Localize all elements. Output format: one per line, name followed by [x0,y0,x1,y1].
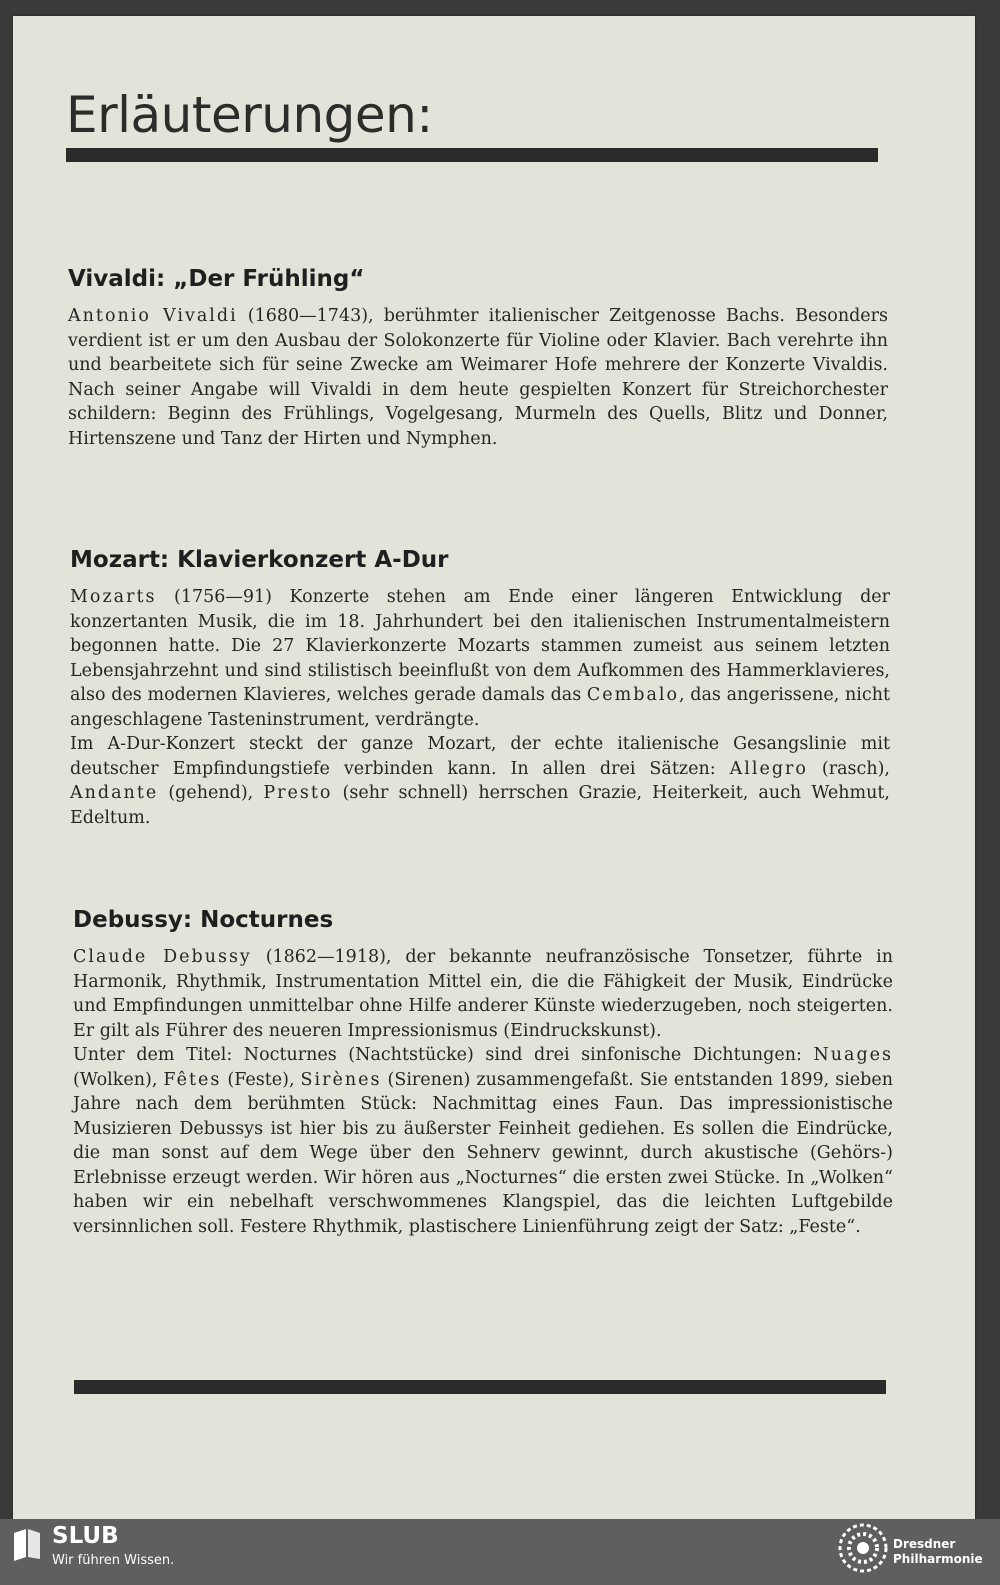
spaced-emphasis-text: Andante [70,783,159,803]
body-text-run: (sehr schnell) herrschen Grazie, Heiterkeit, auch Wehmut, Edeltum. [70,783,890,828]
section-text-mozart-1 [70,585,890,732]
slub-book-icon [12,1527,44,1565]
spaced-emphasis-text: Fêtes [163,1069,222,1090]
section-debussy [73,907,893,1239]
spaced-emphasis-text: Allegro [729,758,808,779]
body-text-run: (1680—1743), berühmter italienischer Zeitgenosse Bachs. Besonders verdient ist er um den Ausbau der Solokonzerte für Violine oder Klavier. Bach verehrte ihn und bearbeitete sich für seine Zwecke am Weimarer Hofe mehrere der Konzerte Vivaldis. Nach seiner Angabe will Vivaldi in dem heute gespielten Konzert für Streichorchester schildern: Beginn des Frühlings, Vogelgesang, Murmeln des Quells, Blitz und Donner, Hirtenszene und Tanz der Hirten und Nymphen. [68,306,888,449]
partner-name-line2[interactable]: Philharmonie [893,1552,983,1566]
viewer-footer-bar [0,1519,1000,1585]
spaced-emphasis-text: Mozarts [70,587,157,607]
body-text-run: (1756—91) Konzerte stehen am Ende einer längeren Entwicklung der konzertanten Musik, die im 18. Jahrhundert bei den italienischen Instrumentalmeistern begonnen hatte. Die 27 Klavierkonzerte Mozarts stammen zumeist aus seinem letzten Lebensjahrzehnt und sind stilistisch beeinflußt von dem Aufkommen des Hammerklavieres, also des modernen Klavieres, welches gerade damals das [70,587,890,705]
section-text-vivaldi-1 [68,304,888,451]
section-text-debussy-2 [73,1043,893,1239]
philharmonie-sunburst-icon [838,1523,888,1577]
slub-logo-text[interactable]: SLUB [52,1523,119,1549]
spaced-emphasis-text: Nuages [813,1045,893,1065]
spaced-emphasis-text: Antonio Vivaldi [68,306,238,326]
section-text-mozart-2 [70,732,890,830]
spaced-emphasis-text: Sirènes [300,1069,382,1090]
body-text-run: (Feste), [221,1069,301,1090]
section-heading-debussy: Debussy: Nocturnes [73,907,334,933]
slub-tagline: Wir führen Wissen. [52,1553,175,1568]
body-text-run: Unter dem Titel: Nocturnes (Nachtstücke) sind drei sinfonische Dichtungen: [73,1045,814,1065]
body-text-run: Im A-Dur-Konzert steckt der ganze Mozart, der echte italienische Gesangslinie mit deutscher Empfindungstiefe verbinden kann. In allen drei Sätzen: [70,734,890,779]
section-vivaldi [68,266,888,451]
bottom-divider-bar [74,1380,886,1394]
section-text-debussy-1 [73,945,893,1043]
body-text-run: (1862—1918), der bekannte neufranzösische Tonsetzer, führte in Harmonik, Rhythmik, Instrumentation Mittel ein, die die Fähigkeit der Musik, Eindrücke und Empfindungen unmittelbar ohne Hilfe anderer Künste wiederzugeben, noch steigerten. Er gilt als Führer des neueren Impressionismus (Eindruckskunst). [73,947,893,1041]
spaced-emphasis-text: Claude Debussy [73,947,252,967]
body-text-run: (rasch), [807,758,890,779]
spaced-emphasis-text: Presto [263,783,333,803]
body-text-run: (gehend), [158,783,264,803]
section-mozart [70,547,890,830]
page-title: Erläuterungen: [66,86,433,144]
partner-name-line1[interactable]: Dresdner [893,1537,956,1551]
body-text-run: (Wolken), [73,1069,164,1090]
spaced-emphasis-text: Cembalo [586,685,680,705]
top-divider-bar [66,148,878,162]
body-text-run: , das angerissene, nicht angeschlagene Tasteninstrument, verdrängte. [70,685,890,730]
section-heading-mozart: Mozart: Klavierkonzert A-Dur [70,547,449,573]
section-heading-vivaldi: Vivaldi: „Der Frühling“ [68,266,365,292]
body-text-run: (Sirenen) zusammengefaßt. Sie entstanden 1899, sieben Jahre nach dem berühmten Stück: Nachmittag eines Faun. Das impressionistische Musizieren Debussys ist hier bis zu äußerster Feinheit gediehen. Es sollen die Eindrücke, die man sonst auf dem Wege über den Sehnerv gewinnt, durch akustische (Gehörs-) Erlebnisse erzeugt werden. Wir hören aus „Nocturnes“ die ersten zwei Stücke. In „Wolken“ haben wir ein nebelhaft verschwommenes Klangspiel, das die leichten Luftgebilde versinnlichen soll. Festere Rhythmik, plastischere Linienführung zeigt der Satz: „Feste“. [73,1069,893,1237]
